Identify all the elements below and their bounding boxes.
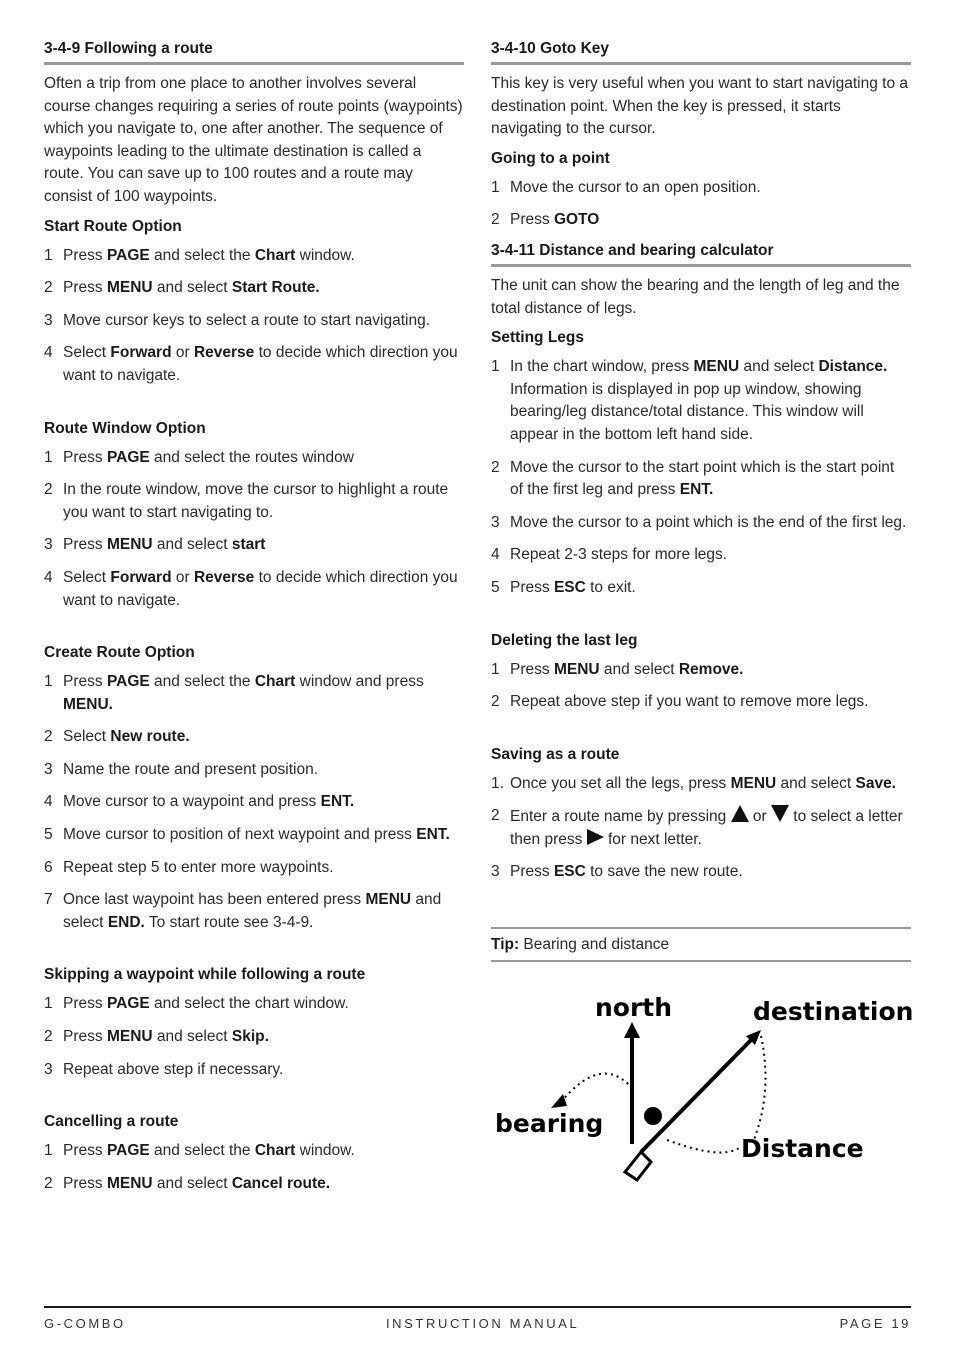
section-title-goto-key: 3-4-10 Goto Key bbox=[491, 40, 911, 65]
tip-box bbox=[491, 927, 911, 962]
list-item: 2 Press MENU and select Cancel route. bbox=[44, 1174, 331, 1192]
list-item: 1 In the chart window, press MENU and select Distance. Information is displayed in pop up window, showing bearing/leg distance/total distance. This window will appear in the bottom left hand side. bbox=[491, 358, 888, 443]
arrow-down-icon bbox=[771, 805, 789, 822]
list-item: 2 Repeat above step if you want to remove more legs. bbox=[491, 693, 869, 711]
list-item: 1 Move the cursor to an open position. bbox=[491, 178, 761, 196]
list-item: 6 Repeat step 5 to enter more waypoints. bbox=[44, 858, 334, 876]
heading-create-route-option: Create Route Option bbox=[44, 644, 195, 662]
list-item: 2 Select New route. bbox=[44, 728, 190, 746]
section-title-distance-bearing: 3-4-11 Distance and bearing calculator bbox=[491, 242, 911, 267]
saving-steps bbox=[491, 773, 911, 884]
diagram-label-north: north bbox=[595, 993, 673, 1023]
list-item: 3 Press MENU and select start bbox=[44, 536, 266, 554]
list-item: 1 Press PAGE and select the Chart window. bbox=[44, 1142, 355, 1160]
list-item: 5 Press ESC to exit. bbox=[491, 578, 636, 596]
following-route-intro: Often a trip from one place to another involves several course changes requiring a series of route points (waypoints) which you navigate to, one after another. The sequence of waypoints leading to the ultimate destination is called a route. You can save up to 100 routes and a route may consist of 100 waypoints. bbox=[44, 75, 463, 205]
heading-saving-as-route: Saving as a route bbox=[491, 745, 620, 763]
list-item: 1. Once you set all the legs, press MENU and select Save. bbox=[491, 774, 896, 792]
list-item: 2 In the route window, move the cursor to highlight a route you want to start navigating to. bbox=[44, 481, 449, 521]
list-item: 2 Enter a route name by pressing or to select a letter then press for next letter. bbox=[491, 807, 903, 848]
section-title-following-route: 3-4-9 Following a route bbox=[44, 40, 464, 65]
distance-arc bbox=[667, 1140, 739, 1153]
heading-skipping-waypoint: Skipping a waypoint while following a route bbox=[44, 966, 366, 984]
list-item: 3 Repeat above step if necessary. bbox=[44, 1060, 284, 1078]
route-window-steps bbox=[44, 447, 464, 613]
list-item: 5 Move cursor to position of next waypoint and press ENT. bbox=[44, 826, 450, 844]
list-item: 2 Move the cursor to the start point which is the start point of the first leg and press ENT. bbox=[491, 458, 895, 499]
goto-key-intro: This key is very useful when you want to start navigating to a destination point. When the key is pressed, it starts navigating to the cursor. bbox=[491, 75, 908, 138]
page-footer bbox=[44, 1306, 911, 1331]
destination-arc bbox=[753, 1036, 766, 1142]
bearing-arc bbox=[561, 1074, 631, 1102]
list-item: 4 Repeat 2-3 steps for more legs. bbox=[491, 546, 728, 564]
left-column bbox=[44, 40, 464, 1205]
distance-bearing-intro: The unit can show the bearing and the length of leg and the total distance of legs. bbox=[491, 276, 900, 317]
list-item: 1 Press PAGE and select the Chart window. bbox=[44, 246, 355, 264]
heading-deleting-last-leg: Deleting the last leg bbox=[491, 631, 638, 649]
cancelling-steps bbox=[44, 1140, 464, 1195]
list-item: 3 Move cursor keys to select a route to start navigating. bbox=[44, 311, 431, 329]
list-item: 2 Press MENU and select Start Route. bbox=[44, 279, 320, 297]
skipping-steps bbox=[44, 993, 464, 1081]
list-item: 2 Press GOTO bbox=[491, 211, 600, 229]
heading-setting-legs: Setting Legs bbox=[491, 329, 585, 347]
arrow-right-icon bbox=[587, 829, 604, 845]
list-item: 1 Press PAGE and select the Chart window and press MENU. bbox=[44, 673, 424, 713]
heading-start-route-option: Start Route Option bbox=[44, 217, 182, 235]
list-item: 1 Press PAGE and select the routes window bbox=[44, 448, 354, 466]
arrow-up-icon bbox=[731, 805, 749, 822]
list-item: 4 Select Forward or Reverse to decide which direction you want to navigate. bbox=[44, 344, 458, 384]
list-item: 3 Move the cursor to a point which is the end of the first leg. bbox=[491, 513, 907, 531]
tip-text: Bearing and distance bbox=[519, 936, 670, 954]
right-column bbox=[491, 40, 911, 1187]
list-item: 1 Press PAGE and select the chart window. bbox=[44, 995, 349, 1013]
bearing-arc-arrowhead bbox=[551, 1094, 567, 1108]
list-item: 3 Press ESC to save the new route. bbox=[491, 863, 743, 881]
bearing-distance-diagram bbox=[491, 982, 913, 1182]
list-item: 1 Press MENU and select Remove. bbox=[491, 660, 744, 678]
list-item: 4 Move cursor to a waypoint and press ENT. bbox=[44, 793, 355, 811]
diagram-label-destination: destination bbox=[753, 997, 913, 1027]
footer-page-number: PAGE 19 bbox=[839, 1316, 911, 1331]
diagram-label-bearing: bearing bbox=[495, 1109, 604, 1139]
tip-label: Tip: bbox=[491, 936, 520, 954]
footer-manual-title: INSTRUCTION MANUAL bbox=[385, 1316, 580, 1331]
boat-icon bbox=[625, 1152, 651, 1180]
create-route-steps bbox=[44, 671, 464, 934]
heading-cancelling-route: Cancelling a route bbox=[44, 1113, 179, 1131]
list-item: 2 Press MENU and select Skip. bbox=[44, 1028, 269, 1046]
list-item: 4 Select Forward or Reverse to decide which direction you want to navigate. bbox=[44, 568, 458, 609]
going-steps bbox=[491, 177, 911, 232]
setting-legs-steps bbox=[491, 356, 911, 599]
list-item: 7 Once last waypoint has been entered press MENU and select END. To start route see 3-4-9. bbox=[44, 891, 442, 931]
current-position-dot bbox=[644, 1107, 662, 1125]
start-route-steps bbox=[44, 245, 464, 388]
deleting-steps bbox=[491, 659, 911, 714]
diagram-label-distance: Distance bbox=[741, 1134, 864, 1164]
heading-route-window-option: Route Window Option bbox=[44, 419, 206, 437]
list-item: 3 Name the route and present position. bbox=[44, 760, 319, 778]
footer-product: G-COMBO bbox=[44, 1316, 126, 1331]
heading-going-to-point: Going to a point bbox=[491, 149, 610, 167]
